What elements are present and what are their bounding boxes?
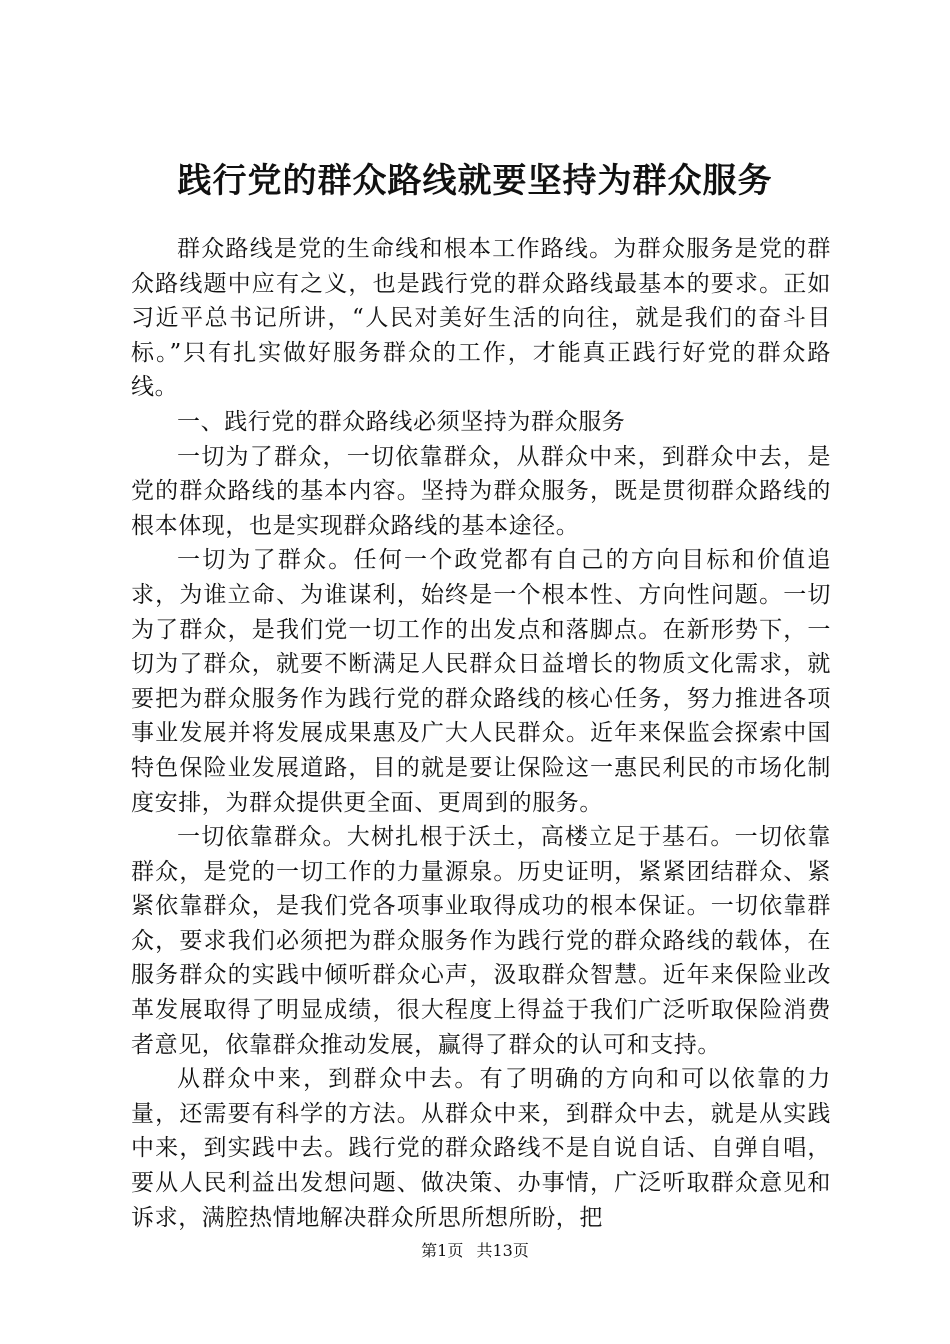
page-footer <box>0 1240 950 1262</box>
section-heading-1: 一、践行党的群众路线必须坚持为群众服务 <box>177 408 626 435</box>
paragraph-for-the-masses: 一切为了群众。任何一个政党都有自己的方向目标和价值追求，为谁立命、为谁谋利，始终是一个根本性、方向性问题。一切为了群众，是我们党一切工作的出发点和落脚点。在新形势下，一切为了群众，就要不断满足人民群众日益增长的物质文化需求，就要把为群众服务作为践行党的群众路线的核心任务，努力推进各项事业发展并将发展成果惠及广大人民群众。近年来保监会探索中国特色保险业发展道路，目的就是要让保险这一惠民利民的市场化制度安排，为群众提供更全面、更周到的服务。 <box>131 547 831 816</box>
page-number-current: 第1页 <box>421 1241 464 1260</box>
page-number-total: 共13页 <box>476 1241 529 1260</box>
document-title: 践行党的群众路线就要坚持为群众服务 <box>177 161 773 201</box>
document-body <box>131 232 831 1235</box>
paragraph-basic-content: 一切为了群众，一切依靠群众，从群众中来，到群众中去，是党的群众路线的基本内容。坚持为群众服务，既是贯彻群众路线的根本体现，也是实现群众路线的基本途径。 <box>131 443 831 539</box>
paragraph-from-masses: 从群众中来，到群众中去。有了明确的方向和可以依靠的力量，还需要有科学的方法。从群众中来，到群众中去，就是从实践中来，到实践中去。践行党的群众路线不是自说自话、自弹自唱，要从人民利益出发想问题、做决策、办事情，广泛听取群众意见和诉求，满腔热情地解决群众所思所想所盼，把 <box>131 1066 831 1231</box>
paragraph-intro: 群众路线是党的生命线和根本工作路线。为群众服务是党的群众路线题中应有之义，也是践行党的群众路线最基本的要求。正如习近平总书记所讲，“人民对美好生活的向往，就是我们的奋斗目标。”只有扎实做好服务群众的工作，才能真正践行好党的群众路线。 <box>131 236 831 401</box>
paragraph-rely-on-masses: 一切依靠群众。大树扎根于沃土，高楼立足于基石。一切依靠群众，是党的一切工作的力量源泉。历史证明，紧紧团结群众、紧紧依靠群众，是我们党各项事业取得成功的根本保证。一切依靠群众，要求我们必须把为群众服务作为践行党的群众路线的载体，在服务群众的实践中倾听群众心声，汲取群众智慧。近年来保险业改革发展取得了明显成绩，很大程度上得益于我们广泛听取保险消费者意见，依靠群众推动发展，赢得了群众的认可和支持。 <box>131 824 831 1058</box>
